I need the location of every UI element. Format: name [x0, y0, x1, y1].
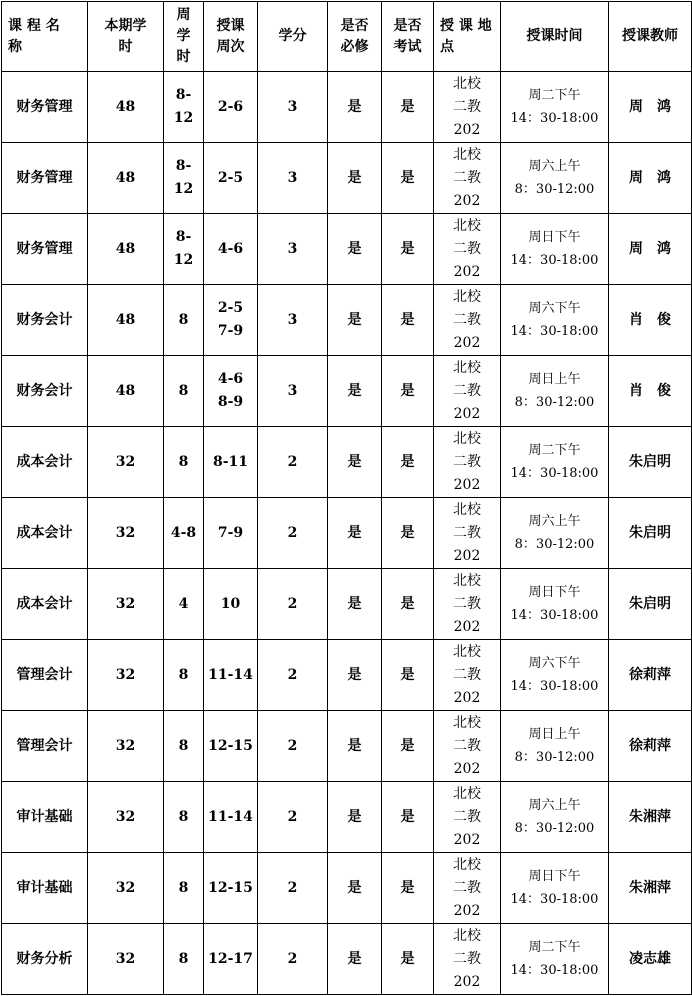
time-cell: 周日下午 14：30-18:00	[501, 214, 609, 285]
table-row	[2, 72, 692, 143]
required-cell: 是	[328, 143, 382, 214]
credit-cell: 2	[258, 427, 328, 498]
teaching-weeks-cell: 11-14	[204, 640, 258, 711]
table-row	[2, 356, 692, 427]
table-row	[2, 711, 692, 782]
required-cell: 是	[328, 356, 382, 427]
weekly-hours-cell: 8	[164, 711, 204, 782]
weekly-hours-cell: 8- 12	[164, 143, 204, 214]
table-row	[2, 285, 692, 356]
course-name-cell: 管理会计	[2, 711, 88, 782]
teacher-cell: 周 鸿	[609, 143, 692, 214]
required-cell: 是	[328, 427, 382, 498]
header-course-name: 课 程 名 称	[2, 2, 88, 72]
location-cell: 北校 二教 202	[434, 640, 501, 711]
exam-cell: 是	[382, 214, 434, 285]
table-row	[2, 214, 692, 285]
course-name-cell: 成本会计	[2, 427, 88, 498]
time-cell: 周六上午 8：30-12:00	[501, 498, 609, 569]
teaching-weeks-cell: 7-9	[204, 498, 258, 569]
exam-cell: 是	[382, 498, 434, 569]
header-time: 授课时间	[501, 2, 609, 72]
required-cell: 是	[328, 498, 382, 569]
weekly-hours-cell: 8- 12	[164, 214, 204, 285]
course-name-cell: 财务会计	[2, 356, 88, 427]
table-row	[2, 853, 692, 924]
total-hours-cell: 48	[88, 143, 164, 214]
header-exam: 是否 考试	[382, 2, 434, 72]
exam-cell: 是	[382, 924, 434, 995]
exam-cell: 是	[382, 569, 434, 640]
teacher-cell: 朱启明	[609, 427, 692, 498]
credit-cell: 2	[258, 640, 328, 711]
location-cell: 北校 二教 202	[434, 782, 501, 853]
header-weekly-hours: 周 学 时	[164, 2, 204, 72]
required-cell: 是	[328, 711, 382, 782]
exam-cell: 是	[382, 853, 434, 924]
required-cell: 是	[328, 285, 382, 356]
teaching-weeks-cell: 4-6	[204, 214, 258, 285]
location-cell: 北校 二教 202	[434, 569, 501, 640]
time-cell: 周六上午 8：30-12:00	[501, 143, 609, 214]
weekly-hours-cell: 8	[164, 285, 204, 356]
total-hours-cell: 32	[88, 640, 164, 711]
location-cell: 北校 二教 202	[434, 356, 501, 427]
teaching-weeks-cell: 12-17	[204, 924, 258, 995]
header-total-hours: 本期学 时	[88, 2, 164, 72]
teacher-cell: 朱启明	[609, 498, 692, 569]
location-cell: 北校 二教 202	[434, 214, 501, 285]
total-hours-cell: 32	[88, 924, 164, 995]
credit-cell: 2	[258, 711, 328, 782]
weekly-hours-cell: 4-8	[164, 498, 204, 569]
credit-cell: 2	[258, 498, 328, 569]
credit-cell: 2	[258, 569, 328, 640]
exam-cell: 是	[382, 72, 434, 143]
exam-cell: 是	[382, 356, 434, 427]
course-schedule-table	[1, 1, 692, 995]
total-hours-cell: 32	[88, 427, 164, 498]
table-row	[2, 498, 692, 569]
weekly-hours-cell: 8- 12	[164, 72, 204, 143]
header-teacher: 授课教师	[609, 2, 692, 72]
course-name-cell: 财务管理	[2, 214, 88, 285]
teacher-cell: 肖 俊	[609, 285, 692, 356]
course-name-cell: 管理会计	[2, 640, 88, 711]
teaching-weeks-cell: 10	[204, 569, 258, 640]
teaching-weeks-cell: 8-11	[204, 427, 258, 498]
total-hours-cell: 32	[88, 782, 164, 853]
teaching-weeks-cell: 2-6	[204, 72, 258, 143]
credit-cell: 3	[258, 356, 328, 427]
total-hours-cell: 32	[88, 569, 164, 640]
table-row	[2, 427, 692, 498]
weekly-hours-cell: 8	[164, 356, 204, 427]
weekly-hours-cell: 4	[164, 569, 204, 640]
credit-cell: 3	[258, 214, 328, 285]
credit-cell: 2	[258, 853, 328, 924]
course-name-cell: 财务分析	[2, 924, 88, 995]
teacher-cell: 周 鸿	[609, 214, 692, 285]
time-cell: 周二下午 14：30-18:00	[501, 427, 609, 498]
exam-cell: 是	[382, 711, 434, 782]
teacher-cell: 朱启明	[609, 569, 692, 640]
table-row	[2, 640, 692, 711]
teacher-cell: 徐莉萍	[609, 640, 692, 711]
weekly-hours-cell: 8	[164, 853, 204, 924]
teacher-cell: 凌志雄	[609, 924, 692, 995]
location-cell: 北校 二教 202	[434, 72, 501, 143]
time-cell: 周二下午 14：30-18:00	[501, 924, 609, 995]
course-name-cell: 财务会计	[2, 285, 88, 356]
teaching-weeks-cell: 12-15	[204, 711, 258, 782]
total-hours-cell: 48	[88, 72, 164, 143]
credit-cell: 2	[258, 924, 328, 995]
header-row	[2, 2, 692, 72]
exam-cell: 是	[382, 782, 434, 853]
required-cell: 是	[328, 214, 382, 285]
required-cell: 是	[328, 924, 382, 995]
table-row	[2, 924, 692, 995]
course-name-cell: 成本会计	[2, 569, 88, 640]
teacher-cell: 肖 俊	[609, 356, 692, 427]
teacher-cell: 朱湘萍	[609, 782, 692, 853]
course-name-cell: 财务管理	[2, 72, 88, 143]
location-cell: 北校 二教 202	[434, 498, 501, 569]
exam-cell: 是	[382, 285, 434, 356]
required-cell: 是	[328, 640, 382, 711]
credit-cell: 3	[258, 285, 328, 356]
total-hours-cell: 48	[88, 285, 164, 356]
header-teaching-weeks: 授课 周次	[204, 2, 258, 72]
weekly-hours-cell: 8	[164, 924, 204, 995]
required-cell: 是	[328, 782, 382, 853]
teaching-weeks-cell: 4-6 8-9	[204, 356, 258, 427]
location-cell: 北校 二教 202	[434, 853, 501, 924]
exam-cell: 是	[382, 143, 434, 214]
location-cell: 北校 二教 202	[434, 711, 501, 782]
teacher-cell: 朱湘萍	[609, 853, 692, 924]
teacher-cell: 周 鸿	[609, 72, 692, 143]
total-hours-cell: 32	[88, 711, 164, 782]
credit-cell: 2	[258, 782, 328, 853]
time-cell: 周六下午 14：30-18:00	[501, 285, 609, 356]
total-hours-cell: 32	[88, 853, 164, 924]
time-cell: 周日下午 14：30-18:00	[501, 853, 609, 924]
total-hours-cell: 48	[88, 214, 164, 285]
credit-cell: 3	[258, 72, 328, 143]
exam-cell: 是	[382, 640, 434, 711]
course-name-cell: 审计基础	[2, 782, 88, 853]
table-row	[2, 143, 692, 214]
weekly-hours-cell: 8	[164, 427, 204, 498]
required-cell: 是	[328, 72, 382, 143]
required-cell: 是	[328, 569, 382, 640]
time-cell: 周六下午 14：30-18:00	[501, 640, 609, 711]
table-row	[2, 569, 692, 640]
time-cell: 周日下午 14：30-18:00	[501, 569, 609, 640]
exam-cell: 是	[382, 427, 434, 498]
location-cell: 北校 二教 202	[434, 143, 501, 214]
location-cell: 北校 二教 202	[434, 427, 501, 498]
teaching-weeks-cell: 2-5 7-9	[204, 285, 258, 356]
header-credit: 学分	[258, 2, 328, 72]
location-cell: 北校 二教 202	[434, 924, 501, 995]
time-cell: 周六上午 8：30-12:00	[501, 782, 609, 853]
teacher-cell: 徐莉萍	[609, 711, 692, 782]
time-cell: 周日上午 8：30-12:00	[501, 711, 609, 782]
course-name-cell: 成本会计	[2, 498, 88, 569]
time-cell: 周日上午 8：30-12:00	[501, 356, 609, 427]
header-required: 是否 必修	[328, 2, 382, 72]
credit-cell: 3	[258, 143, 328, 214]
weekly-hours-cell: 8	[164, 782, 204, 853]
course-name-cell: 审计基础	[2, 853, 88, 924]
table-row	[2, 782, 692, 853]
total-hours-cell: 32	[88, 498, 164, 569]
total-hours-cell: 48	[88, 356, 164, 427]
teaching-weeks-cell: 2-5	[204, 143, 258, 214]
teaching-weeks-cell: 11-14	[204, 782, 258, 853]
required-cell: 是	[328, 853, 382, 924]
weekly-hours-cell: 8	[164, 640, 204, 711]
course-name-cell: 财务管理	[2, 143, 88, 214]
teaching-weeks-cell: 12-15	[204, 853, 258, 924]
header-location: 授 课 地 点	[434, 2, 501, 72]
location-cell: 北校 二教 202	[434, 285, 501, 356]
time-cell: 周二下午 14：30-18:00	[501, 72, 609, 143]
